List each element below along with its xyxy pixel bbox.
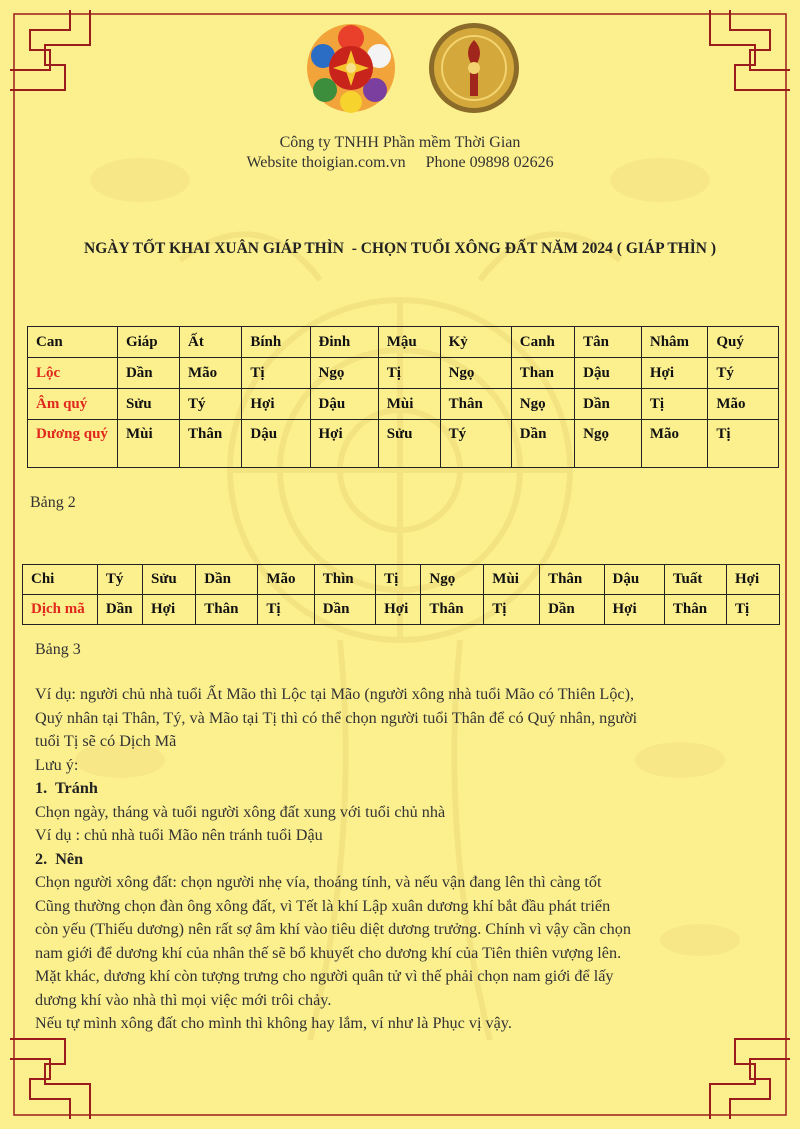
table-cell: Dần [196,565,258,595]
company-contact: Website thoigian.com.vn Phone 09898 02626 [246,154,554,171]
table-cell: Hợi [310,420,378,468]
table-cell: Ngọ [421,565,484,595]
table-cell: Hợi [641,358,707,389]
table-cell: Tý [440,420,511,468]
table-cell: Dậu [575,358,642,389]
table-cell: Tị [258,595,314,625]
table-cell: Đinh [310,327,378,358]
table-cell: Than [511,358,574,389]
table-cell: Tân [575,327,642,358]
row-label: Dương quý [28,420,118,468]
emblem-logo-icon [428,22,520,114]
row-label: Âm quý [28,389,118,420]
table-caption-bang-2: Bảng 2 [30,494,76,511]
company-logo-icon [305,22,397,114]
row-label: Lộc [28,358,118,389]
company-name: Công ty TNHH Phần mềm Thời Gian [279,134,521,151]
should-line: Cũng thường chọn đàn ông xông đất, vì Tết là khí Lập xuân dương khí bắt đầu phát triển [35,896,611,915]
table-cell: Dần [575,389,642,420]
table-cell: Tị [727,595,780,625]
avoid-line: Chọn ngày, tháng và tuổi người xông đất xung với tuổi chủ nhà [35,802,446,821]
table-cell: Ngọ [575,420,642,468]
table-cell: Dậu [310,389,378,420]
table-cell: Mão [258,565,314,595]
should-line: còn yếu (Thiếu dương) nên rất sợ âm khí vào tiêu diệt dương trưởng. Chính vì vậy cần chọn [35,920,631,938]
table-cell: Dần [97,595,142,625]
table-row [28,389,779,420]
table-cell: Sửu [143,565,196,595]
table-cell: Hợi [143,595,196,625]
should-line: Mặt khác, dương khí còn tượng trưng cho người quân tử vì thế phải chọn nam giới để lấy [35,967,614,985]
should-line: Chọn người xông đất: chọn người nhẹ vía, thoáng tính, và nếu vận đang lên thì càng tốt [35,873,602,891]
can-table [27,326,779,468]
table-cell: Ngọ [511,389,574,420]
should-line: Nếu tự mình xông đất cho mình thì không hay lắm, ví như là Phục vị vậy. [35,1014,512,1032]
table-cell: Mùi [484,565,540,595]
section-heading-avoid: 1. Tránh [35,779,98,797]
table-cell: Dần [117,358,179,389]
table-cell: Tuất [664,565,726,595]
table-cell: Mùi [117,420,179,468]
table-cell: Thân [421,595,484,625]
table-cell: Hợi [604,595,664,625]
table-cell: Ất [180,327,242,358]
example-line: Quý nhân tại Thân, Tý, và Mão tại Tị thì có thể chọn người tuổi Thân để có Quý nhân, người [35,708,638,727]
table-cell: Canh [511,327,574,358]
avoid-line: Ví dụ : chủ nhà tuổi Mão nên tránh tuổi Dậu [35,826,323,844]
page-title: NGÀY TỐT KHAI XUÂN GIÁP THÌN - CHỌN TUỔI XÔNG ĐẤT NĂM 2024 ( GIÁP THÌN ) [84,240,716,257]
table-cell: Thân [440,389,511,420]
table-cell: Sửu [378,420,440,468]
row-label: Dịch mã [23,595,98,625]
table-cell: Mậu [378,327,440,358]
table-cell: Tị [708,420,779,468]
table-cell: Tý [708,358,779,389]
table-cell: Tị [641,389,707,420]
chi-table [22,564,780,625]
table-cell: Giáp [117,327,179,358]
table-cell: Hợi [376,595,421,625]
table-cell: Tý [180,389,242,420]
table-row [28,327,779,358]
table-cell: Quý [708,327,779,358]
table-cell: Sửu [117,389,179,420]
table-cell: Mão [180,358,242,389]
table-caption-bang-3: Bảng 3 [35,641,81,658]
table-cell: Dần [314,595,375,625]
table-cell: Thân [180,420,242,468]
table-cell: Bính [242,327,310,358]
article-body [35,683,735,1036]
company-header [0,133,800,173]
table-cell: Mão [708,389,779,420]
note-label: Lưu ý: [35,755,79,774]
row-label: Chi [23,565,98,595]
table-cell: Tị [484,595,540,625]
table-cell: Dần [540,595,604,625]
table-cell: Nhâm [641,327,707,358]
table-cell: Hợi [242,389,310,420]
table-cell: Thìn [314,565,375,595]
table-cell: Thân [196,595,258,625]
table-cell: Dần [511,420,574,468]
table-cell: Thân [664,595,726,625]
table-cell: Ngọ [440,358,511,389]
example-line: Ví dụ: người chủ nhà tuổi Ất Mão thì Lộc tại Mão (người xông nhà tuổi Mão có Thiên Lộc), [35,685,635,703]
table-cell: Tị [376,565,421,595]
table-row [23,565,780,595]
table-cell: Tị [378,358,440,389]
table-cell: Tị [242,358,310,389]
table-cell: Tý [97,565,142,595]
table-cell: Dậu [604,565,664,595]
table-cell: Hợi [727,565,780,595]
table-row [28,420,779,468]
row-label: Can [28,327,118,358]
table-row [28,358,779,389]
table-cell: Thân [540,565,604,595]
table-cell: Mão [641,420,707,468]
should-line: nam giới để dương khí của nhân thế sẽ bổ khuyết cho dương khí của Tiên thiên vượng lên. [35,943,622,962]
example-line: tuổi Tị sẽ có Dịch Mã [35,732,177,750]
table-cell: Mùi [378,389,440,420]
table-cell: Ngọ [310,358,378,389]
section-heading-should: 2. Nên [35,849,84,868]
table-cell: Kỷ [440,327,511,358]
table-cell: Dậu [242,420,310,468]
should-line: dương khí vào nhà thì mọi việc mới trôi chảy. [35,990,332,1009]
table-row [23,595,780,625]
